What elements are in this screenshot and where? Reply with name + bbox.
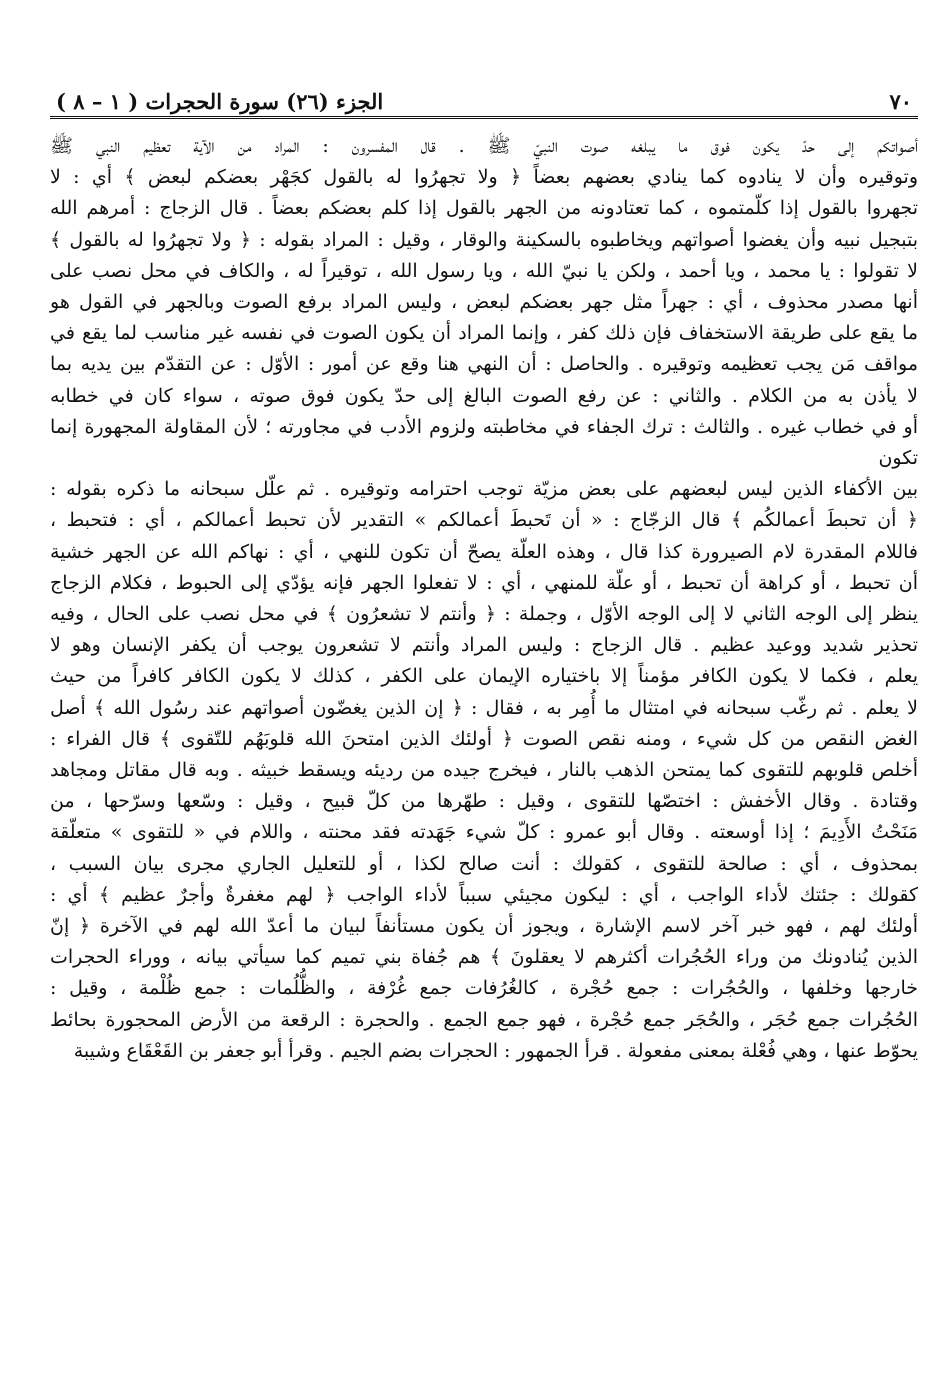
text-line: يعلم ، فكما لا يكون الكافر مؤمناً إلا باختياره الإيمان على الكفر ، كذلك لا يكون الكافر كافراً من حيث — [50, 665, 918, 688]
text-line: بين الأكفاء الذين ليس لبعضهم على بعض مزيّة توجب احترامه وتوقيره . ثم علّل سبحانه ما ذكره بقوله : — [50, 478, 918, 501]
text-line: وقتادة . وقال الأخفش : اختصّها للتقوى ، وقيل : طهّرها من كلّ قبيح ، وقيل : وسّعها وسرّحها ، من — [50, 790, 918, 813]
page-number: ٧٠ — [889, 89, 912, 114]
text-line: تحذير شديد ووعيد عظيم . قال الزجاج : وليس المراد وأنتم لا تشعرون يوجب أن يكفر الإنسان وهو لا — [50, 634, 918, 657]
text-line: أن تحبط ، أو كراهة أن تحبط ، أو علّة للمنهي ، أي : لا تفعلوا الجهر فإنه يؤدّي إلى الحبوط ، فكلام الزجاج — [50, 571, 918, 594]
text-line: ما يقع على طريقة الاستخفاف فإن ذلك كفر ، وإنما المراد أن يكون الصوت في نفسه غير مناسب لما يقع في — [50, 322, 918, 345]
header-divider — [50, 116, 918, 119]
text-line: أخلص قلوبهم للتقوى كما يمتحن الذهب بالنار ، فيخرج جيده من رديئه ويسقط خبيثه . وبه قال مقاتل ومجاهد — [50, 759, 918, 782]
text-line: الغض النقص من كل شيء ، ومنه نقص الصوت ﴿ أولئك الذين امتحنَ الله قلوبَهُم للتّقوى ﴾ قال الفراء : — [50, 727, 918, 750]
text-line: مواقف مَن يجب تعظيمه وتوقيره . والحاصل : أن النهي هنا وقع عن أمور : الأوّل : عن التقدّم بين يديه بما — [50, 353, 918, 376]
text-line: مَنَحْتُ الأَدِيمَ ؛ إذا أوسعته . وقال أبو عمرو : كلّ شيء جَهَدته فقد محنته ، واللام في « للتقوى » متعلّقة — [50, 821, 918, 844]
text-line: بمحذوف ، أي : صالحة للتقوى ، كقولك : أنت صالح لكذا ، أو للتعليل الجاري مجرى بيان السبب ، — [50, 852, 918, 875]
commentary-text — [50, 131, 918, 1067]
text-line: كقولك : جئتك لأداء الواجب ، أي : ليكون مجيئي سبباً لأداء الواجب ﴿ لهم مغفرةٌ وأجرٌ عظيم ﴾ أي : — [50, 883, 918, 906]
text-line: تجهروا بالقول إذا كلّمتموه ، كما تعتادونه من الجهر بالقول إذا كلم بعضكم بعضاً . قال الزجاج : أمرهم الله — [50, 197, 918, 220]
running-title: الجزء (٢٦) سورة الحجرات ( ١ – ٨ ) — [56, 89, 384, 114]
text-line: ﴿ أن تحبطَ أعمالكُم ﴾ قال الزجّاج : « أن تَحبطَ أعمالكم » التقدير لأن تحبط أعمالكم ، أي : فتحبط ، — [50, 509, 918, 532]
text-line: لا يأذن به من الكلام . والثاني : عن رفع الصوت البالغ إلى حدّ يكون فوق صوته ، سواء كان في خطابه — [50, 384, 918, 407]
text-line: يحوّط عنها ، وهي فُعْلة بمعنى مفعولة . قرأ الجمهور : الحجرات بضم الجيم . وقرأ أبو جعفر بن القَعْقَاع وشيبة — [73, 1039, 918, 1062]
text-line: لا يعلم . ثم رغّب سبحانه في امتثال ما أُمِر به ، فقال : ﴿ إن الذين يغضّون أصواتهم عند رسُول الله ﴾ أصل — [50, 696, 918, 719]
text-line: الذين يُنادونك من وراء الحُجُرات أكثرهم لا يعقلونَ ﴾ هم جُفاة بني تميم كما سيأتي بيانه ، ووراء الحجرات — [50, 946, 918, 969]
text-line: وتوقيره وأن لا ينادوه كما ينادي بعضهم بعضاً ﴿ ولا تجهرُوا له بالقول كجَهْر بعضكم لبعض ﴾ أي : لا — [50, 166, 918, 189]
text-line: لا تقولوا : يا محمد ، ويا أحمد ، ولكن يا نبيّ الله ، ويا رسول الله ، توقيراً له ، والكاف في محل نصب على — [50, 259, 918, 282]
text-line: فاللام المقدرة لام الصيرورة كذا قال ، وهذه العلّة يصحّ أن تكون للنهي ، أي : نهاكم الله عن الجهر خشية — [50, 540, 918, 563]
running-header — [50, 78, 918, 116]
text-line: أصواتكم إلى حدّ يكون فوق ما يبلغه صوت النبيّ ﷺ . قال المفسرون : المراد من الآية تعظيم النبي ﷺ — [50, 135, 918, 157]
text-line: بتبجيل نبيه وأن يغضوا أصواتهم ويخاطبوه بالسكينة والوقار ، وقيل : المراد بقوله : ﴿ ولا تجهرُوا له بالقول ﴾ — [50, 228, 918, 251]
text-line: الحُجُرات جمع حُجَر ، والحُجَر جمع حُجْرة ، فهو جمع الجمع . والحجرة : الرقعة من الأرض المحجورة بحائط — [50, 1008, 918, 1031]
text-line: أولئك لهم ، فهو خبر آخر لاسم الإشارة ، ويجوز أن يكون مستأنفاً لبيان ما أعدّ الله لهم في الآخرة ﴿ إنّ — [50, 915, 918, 938]
text-line: أنها مصدر محذوف ، أي : جهراً مثل جهر بعضكم لبعض ، وليس المراد برفع الصوت وبالجهر في القول هو — [50, 291, 918, 314]
text-line: أو في خطاب غيره . والثالث : ترك الجفاء في مخاطبته ولزوم الأدب في مجاورته ؛ لأن المقاولة المجهورة إنما تكون — [50, 415, 918, 470]
book-page — [50, 78, 918, 1067]
text-line: خارجها وخلفها ، والحُجُرات : جمع حُجْرة ، كالغُرُفات جمع غُرْفة ، والظُّلُمات : جمع ظُلْمة ، وقيل : — [50, 977, 918, 1000]
text-line: ينظر إلى الوجه الثاني لا إلى الوجه الأوّل ، وجملة : ﴿ وأنتم لا تشعرُون ﴾ في محل نصب على الحال ، وفيه — [50, 603, 918, 626]
